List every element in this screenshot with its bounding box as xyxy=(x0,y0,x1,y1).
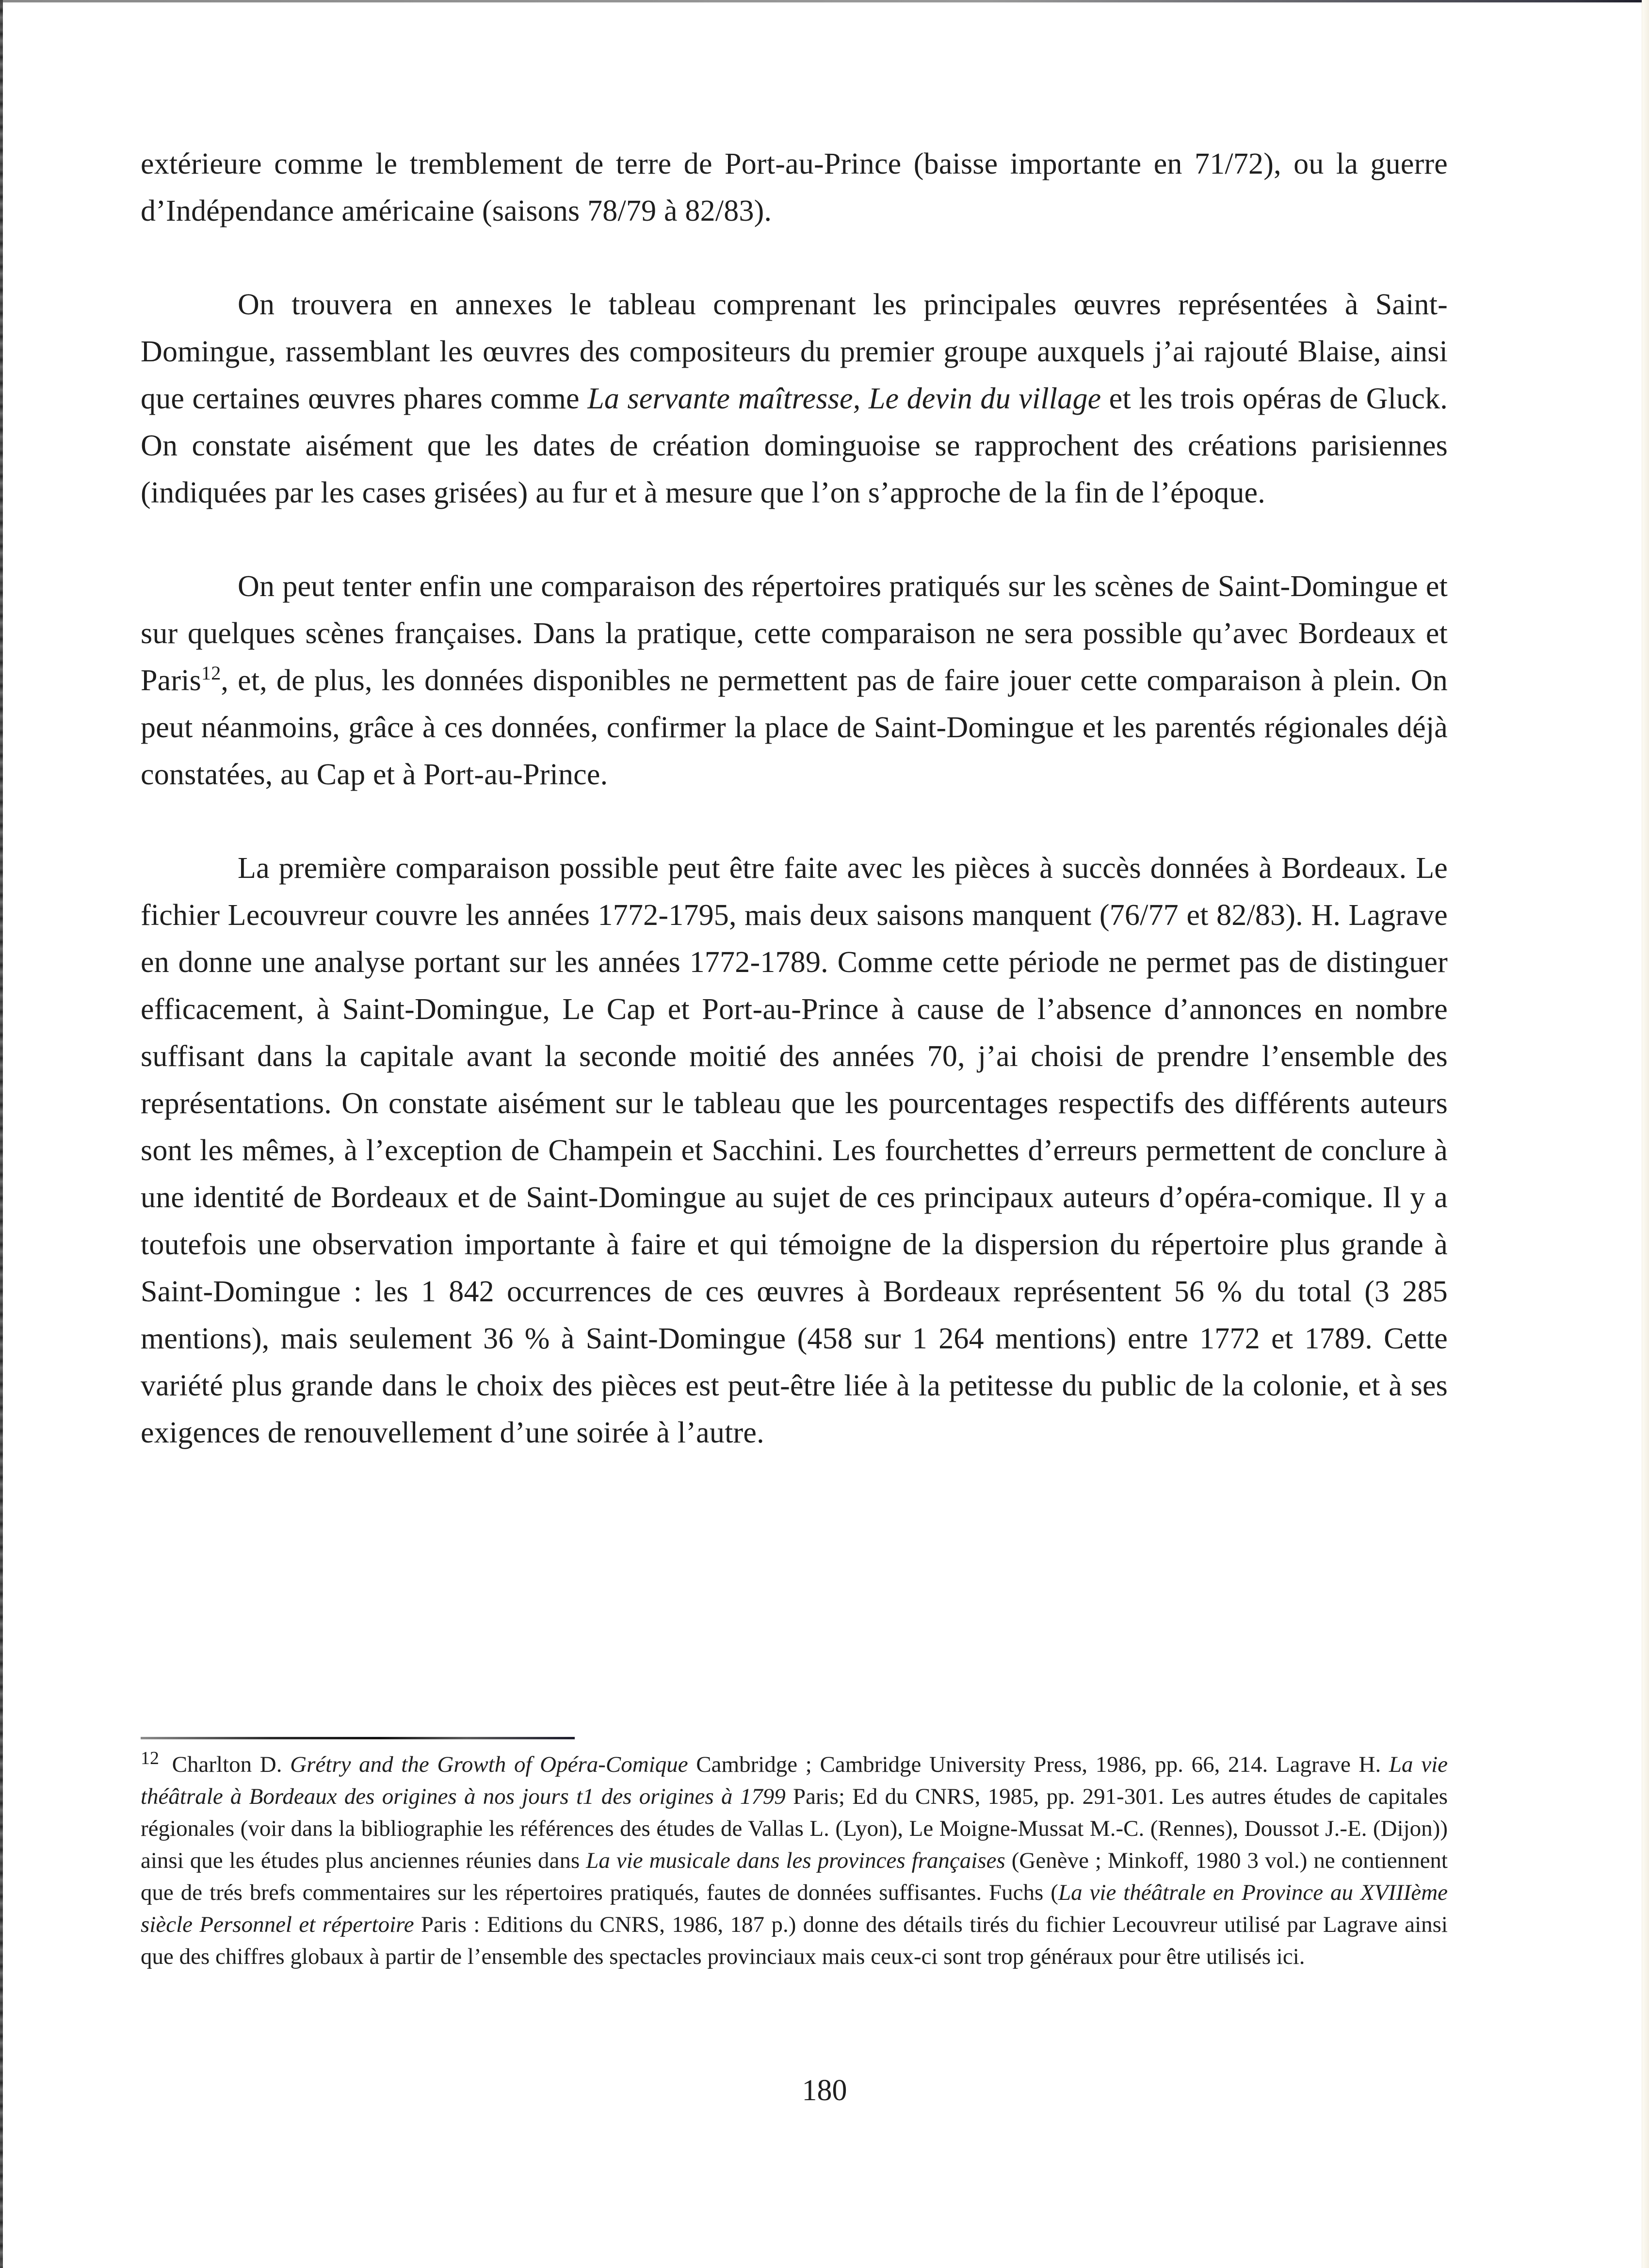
paragraph-1 xyxy=(141,141,1448,235)
italic-title: La vie musicale dans les provinces françaises xyxy=(586,1848,1005,1873)
page-number: 180 xyxy=(802,2074,847,2107)
scan-right-edge xyxy=(1642,0,1649,2268)
paragraph-2 xyxy=(141,281,1448,517)
footnote-separator xyxy=(141,1737,575,1739)
text-run: Charlton D. xyxy=(164,1752,291,1777)
text-run: (Genève ; Minkoff, 1980 3 vol.) ne contiennent que de trés brefs commentaires sur les répertoires pratiqués, fautes de données suffisantes. Fuchs ( xyxy=(141,1848,1448,1905)
text-run: Paris; Ed du CNRS, 1985, pp. 291-301. Les autres études de capitales régionales (voir dans la bibliographie les références des études de Vallas L. (Lyon), Le Moigne-Mussat M.-C. (Rennes), Doussot J.-E. (Dijon)) ainsi que les études plus anciennes réunies dans xyxy=(141,1784,1448,1873)
text-run: On trouvera en annexes le tableau comprenant les principales œuvres représentées à Saint-Domingue, rassemblant les œuvres des compositeurs du premier groupe auxquels j’ai rajouté Blaise, ainsi que certaines œuvres phares comme xyxy=(141,288,1448,415)
scan-top-edge xyxy=(0,0,1649,2)
footnote-12 xyxy=(141,1749,1448,1973)
text-run: On peut tenter enfin une comparaison des répertoires pratiqués sur les scènes de Saint-Domingue et sur quelques scènes françaises. Dans la pratique, cette comparaison ne sera possible qu’avec Bordeaux et Paris xyxy=(141,570,1448,697)
italic-title: La vie théâtrale à Bordeaux des origines à nos jours t1 des origines à 1799 xyxy=(141,1752,1448,1809)
scan-left-edge xyxy=(0,0,3,2268)
italic-title: La vie théâtrale en Province au XVIIIème siècle Personnel et répertoire xyxy=(141,1880,1448,1937)
footnote-reference: 12 xyxy=(201,662,221,684)
text-run: Cambridge ; Cambridge University Press, 1986, pp. 66, 214. Lagrave H. xyxy=(688,1752,1389,1777)
text-run: Paris : Editions du CNRS, 1986, 187 p.) donne des détails tirés du fichier Lecouvreur utilisé par Lagrave ainsi que des chiffres globaux à partir de l’ensemble des spectacles provinciaux mais ceux-ci sont trop généraux pour être utilisés ici. xyxy=(141,1912,1448,1969)
paragraph-3 xyxy=(141,563,1448,798)
italic-title: Grétry and the Growth of Opéra-Comique xyxy=(290,1752,688,1777)
footnote-text xyxy=(141,1752,1448,1969)
paragraph-4 xyxy=(141,845,1448,1457)
document-body xyxy=(141,141,1448,1457)
text-run: , et, de plus, les données disponibles ne permettent pas de faire jouer cette comparaison à plein. On peut néanmoins, grâce à ces données, confirmer la place de Saint-Domingue et les parentés régionales déjà constatées, au Cap et à Port-au-Prince. xyxy=(141,664,1448,791)
italic-title: La servante maîtresse, Le devin du village xyxy=(587,382,1101,415)
text-run: extérieure comme le tremblement de terre de Port-au-Prince (baisse importante en 71/72), ou la guerre d’Indépendance américaine (saisons 78/79 à 82/83). xyxy=(141,147,1448,227)
text-run: La première comparaison possible peut être faite avec les pièces à succès données à Bordeaux. Le fichier Lecouvreur couvre les années 1772-1795, mais deux saisons manquent (76/77 et 82/83). H. Lagrave en donne une analyse portant sur les années 1772-1789. Comme cette période ne permet pas de distinguer efficacement, à Saint-Domingue, Le Cap et Port-au-Prince à cause de l’absence d’annonces en nombre suffisant dans la capitale avant la seconde moitié des années 70, j’ai choisi de prendre l’ensemble des représentations. On constate aisément sur le tableau que les pourcentages respectifs des différents auteurs sont les mêmes, à l’exception de Champein et Sacchini. Les fourchettes d’erreurs permettent de conclure à une identité de Bordeaux et de Saint-Domingue au sujet de ces principaux auteurs d’opéra-comique. Il y a toutefois une observation importante à faire et qui témoigne de la dispersion du répertoire plus grande à Saint-Domingue : les 1 842 occurrences de ces œuvres à Bordeaux représentent 56 % du total (3 285 mentions), mais seulement 36 % à Saint-Domingue (458 sur 1 264 mentions) entre 1772 et 1789. Cette variété plus grande dans le choix des pièces est peut-être liée à la petitesse du public de la colonie, et à ses exigences de renouvellement d’une soirée à l’autre. xyxy=(141,852,1448,1449)
text-run: et les trois opéras de Gluck. On constate aisément que les dates de création dominguoise se rapprochent des créations parisiennes (indiquées par les cases grisées) au fur et à mesure que l’on s’approche de la fin de l’époque. xyxy=(141,382,1448,509)
footnote-number: 12 xyxy=(141,1748,159,1768)
